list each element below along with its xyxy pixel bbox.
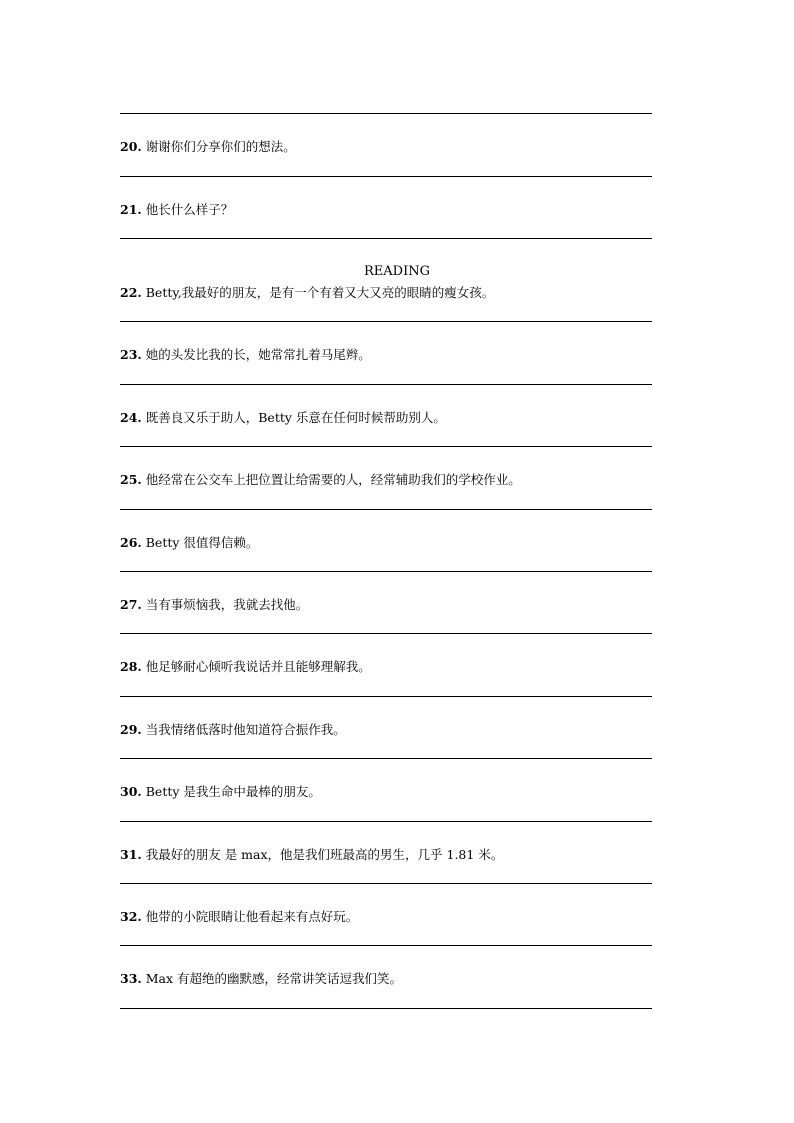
- answer-line: [120, 1008, 652, 1009]
- answer-line: [120, 113, 652, 114]
- question-23: 23. 她的头发比我的长，她常常扎着马尾辫。: [120, 347, 371, 362]
- question-26: 26. Betty 很值得信赖。: [120, 535, 259, 550]
- answer-line: [120, 696, 652, 697]
- question-29: 29. 当我情绪低落时他知道符合振作我。: [120, 722, 346, 737]
- answer-line: [120, 238, 652, 239]
- question-27: 27. 当有事烦恼我，我就去找他。: [120, 597, 309, 612]
- section-title: READING: [364, 264, 430, 279]
- answer-line: [120, 883, 652, 884]
- answer-line: [120, 384, 652, 385]
- answer-line: [120, 945, 652, 946]
- answer-line: [120, 321, 652, 322]
- question-20: 20. 谢谢你们分享你们的想法。: [120, 139, 296, 154]
- answer-line: [120, 176, 652, 177]
- answer-line: [120, 821, 652, 822]
- question-30: 30. Betty 是我生命中最棒的朋友。: [120, 784, 321, 799]
- question-22: 22. Betty,我最好的朋友，是有一个有着又大又亮的眼睛的瘦女孩。: [120, 285, 495, 300]
- answer-line: [120, 446, 652, 447]
- answer-line: [120, 571, 652, 572]
- answer-line: [120, 758, 652, 759]
- question-25: 25. 他经常在公交车上把位置让给需要的人，经常辅助我们的学校作业。: [120, 472, 521, 487]
- question-32: 32. 他带的小院眼睛让他看起来有点好玩。: [120, 909, 359, 924]
- answer-line: [120, 633, 652, 634]
- question-31: 31. 我最好的朋友 是 max，他是我们班最高的男生，几乎 1.81 米。: [120, 847, 504, 862]
- question-28: 28. 他足够耐心倾听我说话并且能够理解我。: [120, 659, 371, 674]
- question-21: 21. 他长什么样子？: [120, 202, 234, 217]
- question-33: 33. Max 有超绝的幽默感，经常讲笑话逗我们笑。: [120, 971, 403, 986]
- question-24: 24. 既善良又乐于助人，Betty 乐意在任何时候帮助别人。: [120, 410, 446, 425]
- answer-line: [120, 509, 652, 510]
